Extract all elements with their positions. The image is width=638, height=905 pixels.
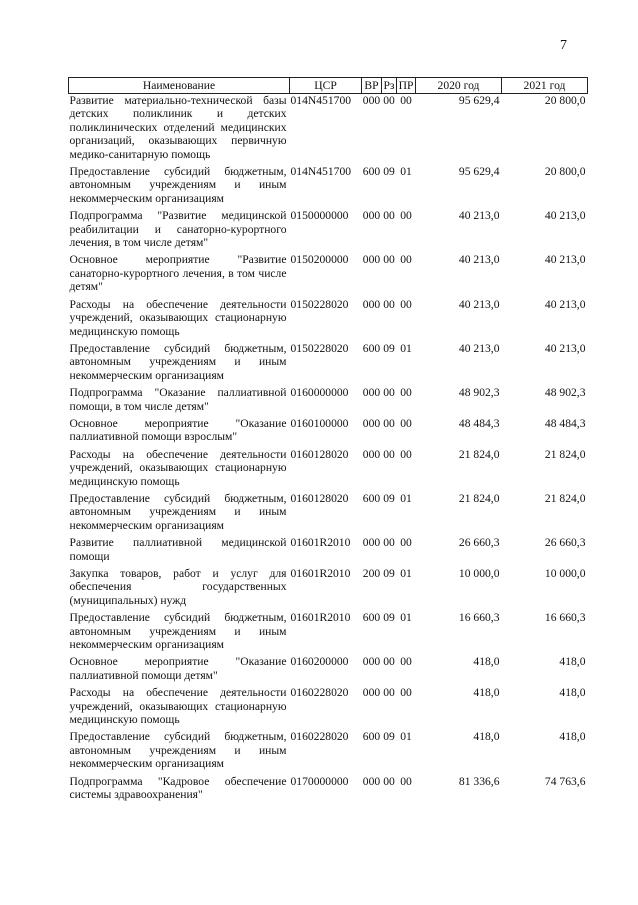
row-2020: 95 629,4 <box>458 165 500 179</box>
table-row <box>69 536 588 567</box>
row-pr: 00 <box>400 94 412 107</box>
row-name: Закупка товаров, работ и услуг для обеспечения государственных (муниципальных) нужд <box>69 567 287 607</box>
table-row <box>69 417 588 448</box>
row-2021: 20 800,0 <box>544 94 586 107</box>
row-vr: 000 <box>362 386 381 400</box>
row-name: Основное мероприятие "Оказание паллиативной помощи взрослым" <box>69 416 287 444</box>
row-pr: 01 <box>400 491 412 505</box>
row-2021: 21 824,0 <box>544 447 586 461</box>
header-name: Наименование <box>69 78 290 94</box>
table-row <box>69 298 588 342</box>
budget-table <box>68 77 588 806</box>
row-csr: 014N451700 <box>290 165 352 179</box>
row-pr: 00 <box>400 297 412 311</box>
row-2020: 40 213,0 <box>458 341 500 355</box>
table-row <box>69 165 588 209</box>
row-2020: 10 000,0 <box>458 567 500 580</box>
row-csr: 0160100000 <box>290 416 349 430</box>
row-pr: 00 <box>400 209 412 223</box>
row-csr: 01601R2010 <box>290 567 351 580</box>
row-rz: 09 <box>383 611 395 625</box>
table-body <box>69 94 588 806</box>
table-row <box>69 342 588 386</box>
row-vr: 600 <box>362 165 381 179</box>
row-2020: 81 336,6 <box>458 774 500 788</box>
row-name: Расходы на обеспечение деятельности учреждений, оказывающих стационарную медицинскую помощь <box>69 447 287 488</box>
row-pr: 00 <box>400 686 412 700</box>
row-csr: 0160228020 <box>290 730 349 744</box>
row-2020: 21 824,0 <box>458 447 500 461</box>
row-rz: 00 <box>383 386 395 400</box>
row-pr: 01 <box>400 341 412 355</box>
row-name: Предоставление субсидий бюджетным, автономным учреждениям и иным некоммерческим организациям <box>69 341 287 382</box>
table-row <box>69 492 588 536</box>
header-csr: ЦСР <box>290 78 362 94</box>
row-2020: 48 484,3 <box>458 416 500 430</box>
row-name: Основное мероприятие "Оказание паллиативной помощи детям" <box>69 655 287 682</box>
row-rz: 00 <box>383 416 395 430</box>
row-2020: 26 660,3 <box>458 536 500 550</box>
header-2021: 2021 год <box>502 78 588 94</box>
header-vr: ВР <box>362 78 382 94</box>
row-2021: 40 213,0 <box>544 297 586 311</box>
row-rz: 00 <box>383 297 395 311</box>
row-2021: 20 800,0 <box>544 165 586 179</box>
row-2021: 418,0 <box>559 730 586 744</box>
row-2021: 418,0 <box>559 655 586 669</box>
row-vr: 000 <box>362 686 381 700</box>
row-vr: 000 <box>362 416 381 430</box>
page-number: 7 <box>560 38 567 53</box>
row-2020: 40 213,0 <box>458 253 500 267</box>
row-vr: 600 <box>362 730 381 744</box>
row-rz: 09 <box>383 341 395 355</box>
row-pr: 01 <box>400 567 412 580</box>
row-2021: 40 213,0 <box>544 209 586 223</box>
row-name: Расходы на обеспечение деятельности учреждений, оказывающих стационарную медицинскую помощь <box>69 686 287 727</box>
row-rz: 00 <box>383 536 395 550</box>
table-row <box>69 209 588 253</box>
row-name: Развитие паллиативной медицинской помощи <box>69 536 287 563</box>
row-2021: 418,0 <box>559 686 586 700</box>
row-vr: 600 <box>362 491 381 505</box>
row-rz: 00 <box>383 209 395 223</box>
row-2020: 95 629,4 <box>458 94 500 107</box>
row-csr: 01601R2010 <box>290 611 351 625</box>
row-vr: 600 <box>362 611 381 625</box>
row-pr: 01 <box>400 730 412 744</box>
row-csr: 0150228020 <box>290 341 349 355</box>
table-row <box>69 611 588 655</box>
table-row <box>69 386 588 417</box>
row-pr: 01 <box>400 165 412 179</box>
header-rz: Рз <box>383 79 395 93</box>
row-2020: 418,0 <box>473 655 500 669</box>
row-csr: 0160128020 <box>290 491 349 505</box>
row-rz: 00 <box>383 253 395 267</box>
row-name: Развитие материально-технической базы детских поликлиник и детских поликлинических отделений медицинских организаций, оказывающих первичную медико-санитарную помощь <box>69 94 287 161</box>
row-2021: 74 763,6 <box>544 774 586 788</box>
row-pr: 00 <box>400 447 412 461</box>
row-name: Подпрограмма "Кадровое обеспечение системы здравоохранения" <box>69 774 287 802</box>
row-name: Предоставление субсидий бюджетным, автономным учреждениям и иным некоммерческим организациям <box>69 730 287 771</box>
row-2021: 40 213,0 <box>544 253 586 267</box>
table-row <box>69 567 588 611</box>
row-pr: 00 <box>400 386 412 400</box>
row-csr: 0160228020 <box>290 686 349 700</box>
row-rz: 09 <box>383 567 395 580</box>
row-vr: 000 <box>362 655 381 669</box>
header-pr: ПР <box>397 78 416 94</box>
row-rz: 00 <box>383 655 395 669</box>
row-2020: 48 902,3 <box>458 386 500 400</box>
row-rz: 00 <box>383 686 395 700</box>
row-2021: 10 000,0 <box>544 567 586 580</box>
row-pr: 01 <box>400 611 412 625</box>
row-csr: 01601R2010 <box>290 536 351 550</box>
row-2021: 21 824,0 <box>544 491 586 505</box>
row-csr: 0150000000 <box>290 209 349 223</box>
row-vr: 000 <box>362 297 381 311</box>
table-header-row <box>69 78 588 94</box>
row-rz: 09 <box>383 491 395 505</box>
row-vr: 600 <box>362 341 381 355</box>
row-2021: 48 902,3 <box>544 386 586 400</box>
row-rz: 09 <box>383 165 395 179</box>
row-pr: 00 <box>400 416 412 430</box>
row-name: Подпрограмма "Оказание паллиативной помощи, в том числе детям" <box>69 386 287 413</box>
row-name: Предоставление субсидий бюджетным, автономным учреждениям и иным некоммерческим организациям <box>69 611 287 652</box>
table-row <box>69 730 588 774</box>
row-csr: 0160200000 <box>290 655 349 669</box>
row-rz: 00 <box>383 447 395 461</box>
row-csr: 014N451700 <box>290 94 352 107</box>
row-2021: 48 484,3 <box>544 416 586 430</box>
row-2020: 16 660,3 <box>458 611 500 625</box>
row-name: Предоставление субсидий бюджетным, автономным учреждениям и иным некоммерческим организациям <box>69 491 287 532</box>
row-pr: 00 <box>400 655 412 669</box>
table-row <box>69 775 588 806</box>
row-vr: 000 <box>362 447 381 461</box>
row-2021: 40 213,0 <box>544 341 586 355</box>
row-2020: 418,0 <box>473 686 500 700</box>
row-rz: 00 <box>383 774 395 788</box>
row-vr: 000 <box>362 536 381 550</box>
table-row <box>69 655 588 686</box>
row-vr: 000 <box>362 253 381 267</box>
row-pr: 00 <box>400 253 412 267</box>
row-vr: 000 <box>362 94 381 107</box>
row-2020: 418,0 <box>473 730 500 744</box>
row-rz: 00 <box>383 94 395 107</box>
row-name: Предоставление субсидий бюджетным, автономным учреждениям и иным некоммерческим организациям <box>69 165 287 205</box>
row-name: Расходы на обеспечение деятельности учреждений, оказывающих стационарную медицинскую помощь <box>69 297 287 338</box>
table-row <box>69 686 588 730</box>
row-csr: 0150228020 <box>290 297 349 311</box>
row-vr: 000 <box>362 209 381 223</box>
row-csr: 0170000000 <box>290 774 349 788</box>
row-vr: 000 <box>362 774 381 788</box>
table-row <box>69 94 588 166</box>
row-2020: 40 213,0 <box>458 209 500 223</box>
row-csr: 0150200000 <box>290 253 349 267</box>
row-pr: 00 <box>400 536 412 550</box>
row-vr: 200 <box>362 567 381 580</box>
header-2020: 2020 год <box>416 78 502 94</box>
row-2021: 26 660,3 <box>544 536 586 550</box>
row-name: Основное мероприятие "Развитие санаторно-курортного лечения, в том числе детям" <box>69 253 287 294</box>
table-row <box>69 448 588 492</box>
row-2021: 16 660,3 <box>544 611 586 625</box>
table-row <box>69 253 588 297</box>
row-csr: 0160000000 <box>290 386 349 400</box>
row-csr: 0160128020 <box>290 447 349 461</box>
row-2020: 40 213,0 <box>458 297 500 311</box>
row-name: Подпрограмма "Развитие медицинской реабилитации и санаторно-курортного лечения, в том числе детям" <box>69 209 287 250</box>
row-pr: 00 <box>400 774 412 788</box>
row-rz: 09 <box>383 730 395 744</box>
row-2020: 21 824,0 <box>458 491 500 505</box>
